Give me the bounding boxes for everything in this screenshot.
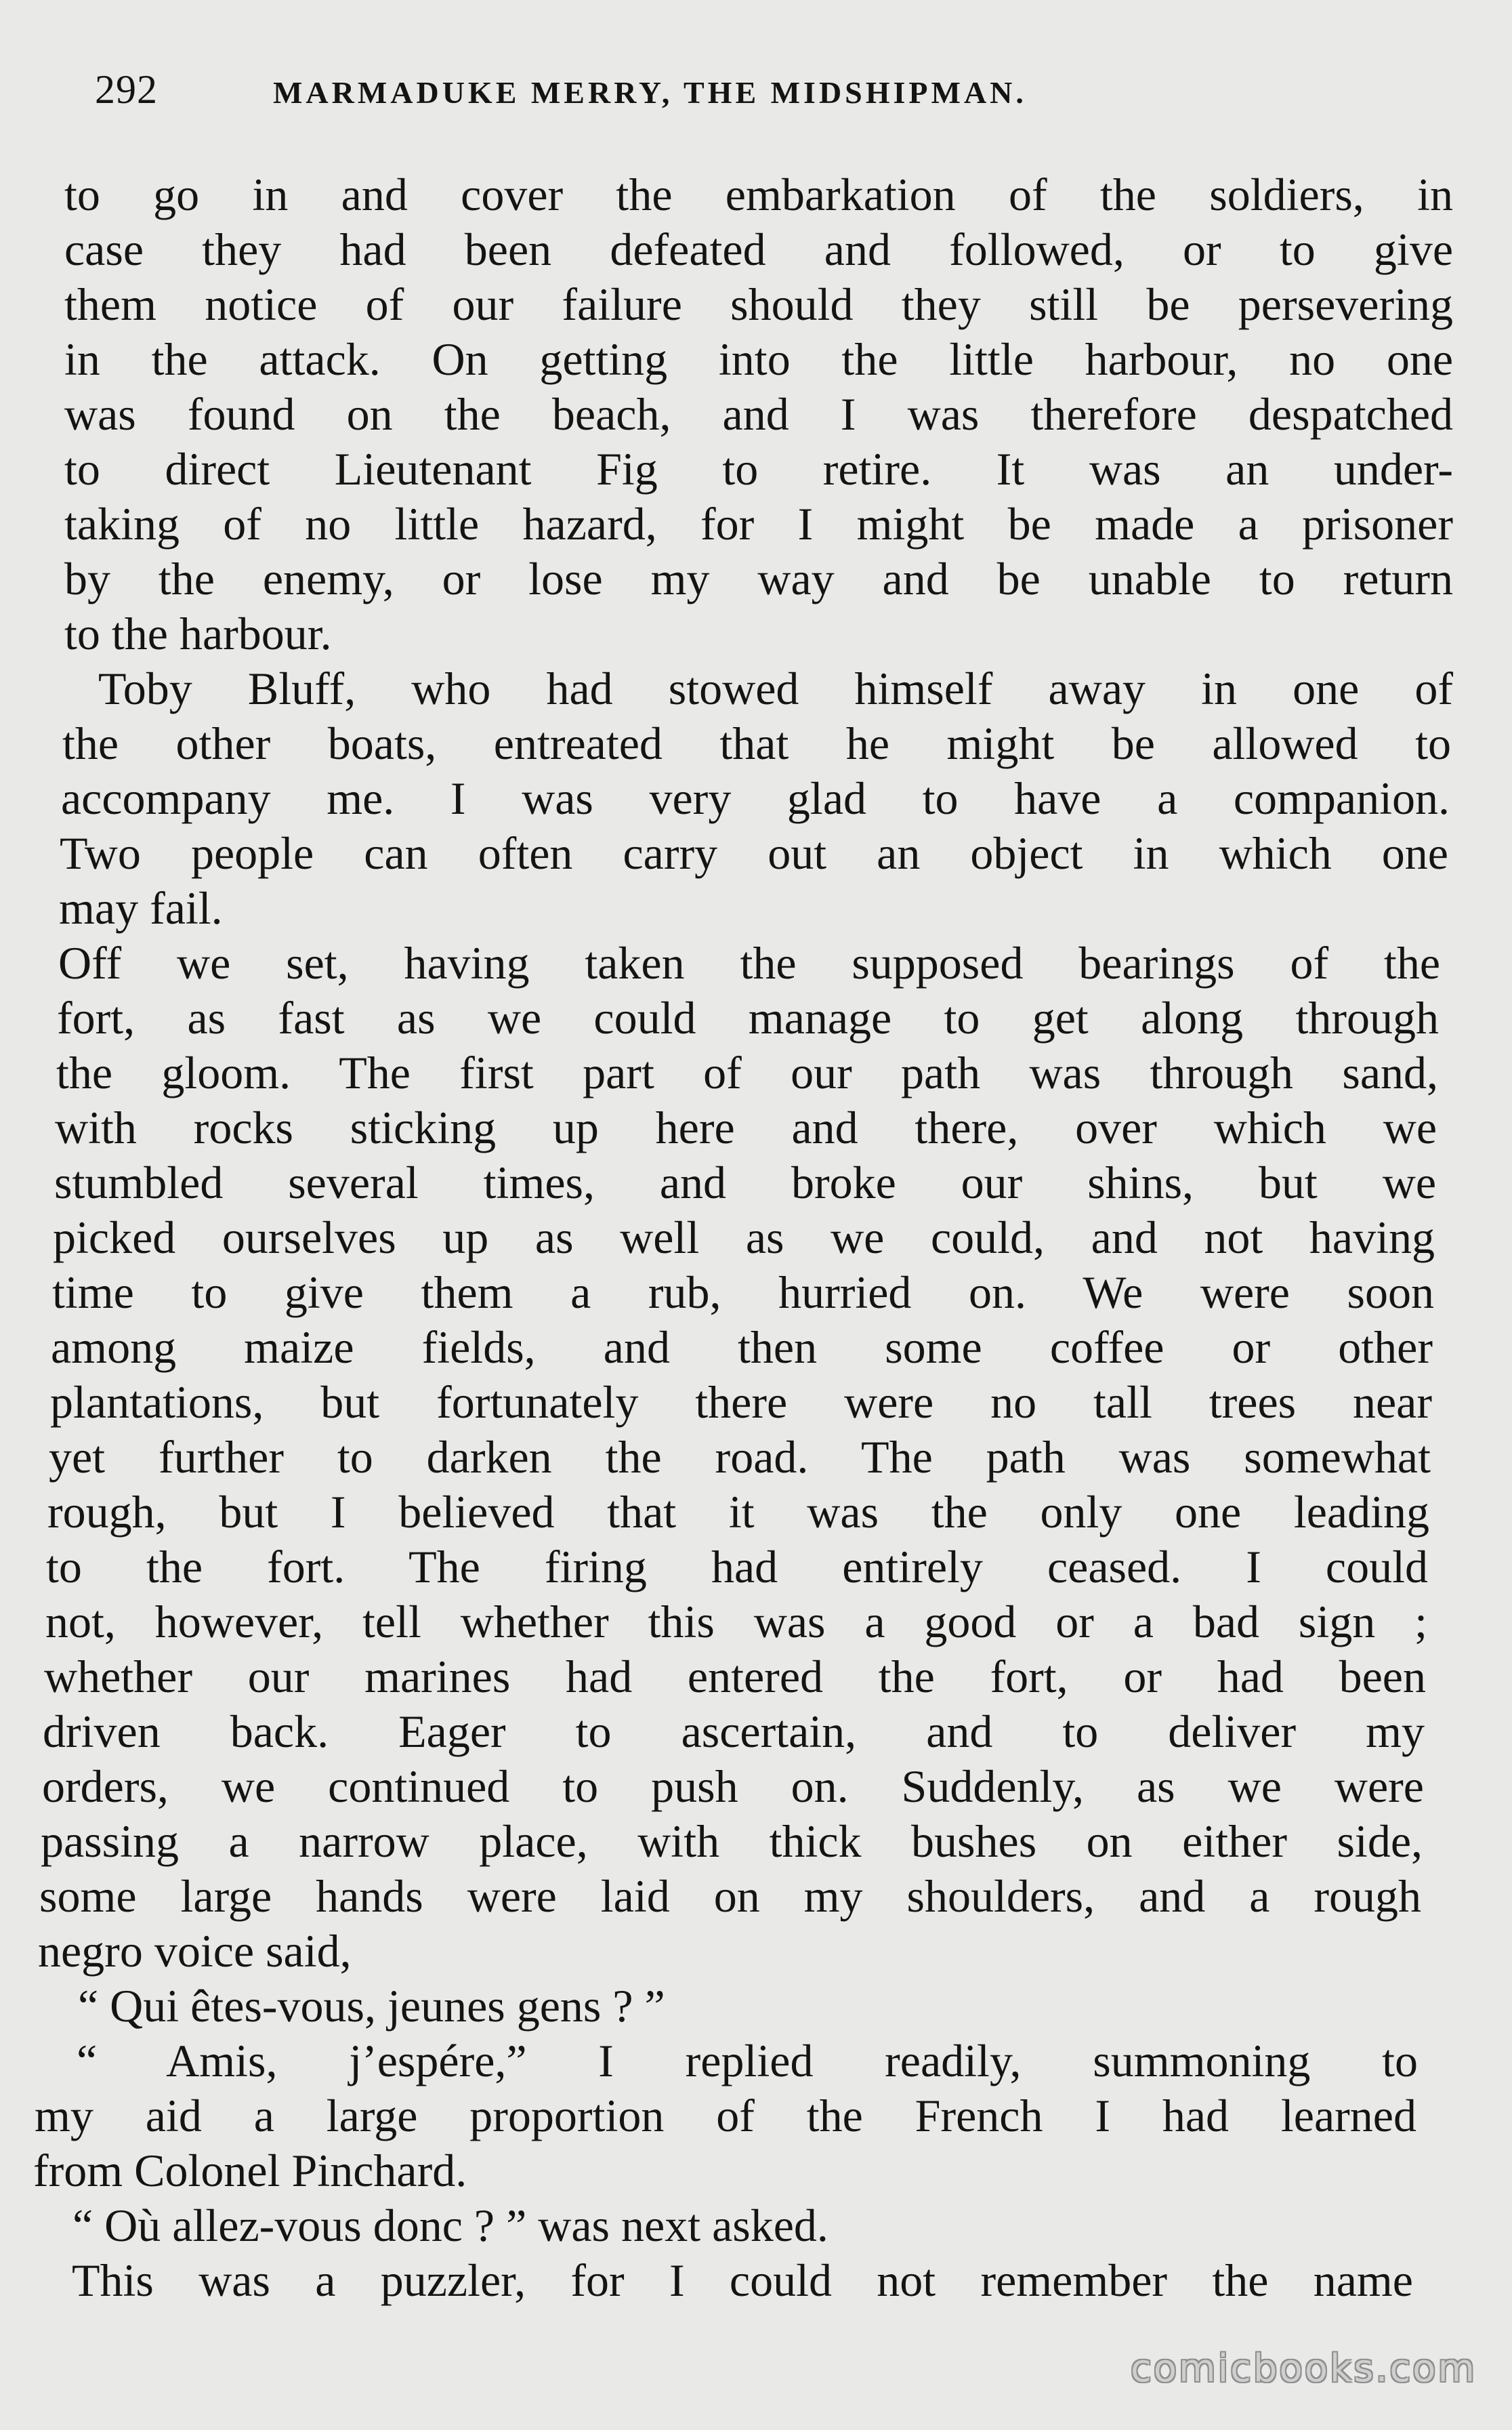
text-line: negro voice said, — [38, 1925, 352, 1977]
text-line: from Colonel Pinchard. — [33, 2145, 467, 2196]
text-line: case they had been defeated and followed, or to give — [64, 224, 1453, 275]
text-line: yet further to darken the road. The path was somewhat — [49, 1431, 1431, 1483]
text-line: fort, as fast as we could manage to get along through — [57, 992, 1439, 1044]
watermark: comicbooks.com — [1130, 2347, 1477, 2391]
text-line: was found on the beach, and I was therefore despatched — [64, 388, 1453, 440]
text-line: my aid a large proportion of the French I had learned — [35, 2090, 1416, 2141]
text-line: “ Qui êtes-vous, jeunes gens ? ” — [78, 1980, 665, 2032]
text-line: Off we set, having taken the supposed bearings of the — [58, 937, 1440, 989]
text-line: Toby Bluff, who had stowed himself away in one of — [98, 663, 1453, 714]
text-line: in the attack. On getting into the little harbour, no one — [64, 333, 1453, 385]
text-line: plantations, but fortunately there were no tall trees near — [50, 1376, 1432, 1428]
text-line: may fail. — [59, 882, 223, 934]
text-line: not, however, tell whether this was a good or a bad sign ; — [45, 1596, 1427, 1647]
text-line: taking of no little hazard, for I might be made a prisoner — [64, 498, 1453, 550]
text-line: picked ourselves up as well as we could, and not having — [53, 1212, 1435, 1263]
page-number: 292 — [95, 67, 158, 112]
body-text — [33, 167, 1453, 2308]
text-line: “ Amis, j’espére,” I replied readily, summoning to — [77, 2035, 1418, 2086]
text-line: This was a puzzler, for I could not remember the name — [72, 2254, 1413, 2306]
text-line: to direct Lieutenant Fig to retire. It was an under- — [64, 443, 1453, 495]
text-line: to go in and cover the embarkation of the soldiers, in — [64, 169, 1453, 220]
text-line: by the enemy, or lose my way and be unable to return — [64, 553, 1453, 604]
text-line: to the fort. The firing had entirely ceased. I could — [46, 1541, 1428, 1592]
text-line: the gloom. The first part of our path was through sand, — [56, 1047, 1438, 1098]
text-line: orders, we continued to push on. Suddenly, as we were — [42, 1760, 1424, 1812]
text-line: whether our marines had entered the fort, or had been — [44, 1651, 1426, 1702]
running-head — [95, 62, 1260, 117]
text-line: stumbled several times, and broke our shins, but we — [54, 1157, 1436, 1208]
text-line: some large hands were laid on my shoulders, and a rough — [39, 1870, 1421, 1922]
text-line: rough, but I believed that it was the only one leading — [47, 1486, 1429, 1538]
text-line: time to give them a rub, hurried on. We were soon — [52, 1267, 1434, 1318]
text-line: the other boats, entreated that he might be allowed to — [62, 718, 1451, 769]
text-line: Two people can often carry out an object in which one — [60, 827, 1448, 879]
text-line: passing a narrow place, with thick bushes on either side, — [41, 1815, 1423, 1867]
text-line: accompany me. I was very glad to have a companion. — [61, 773, 1450, 824]
text-line: to the harbour. — [64, 608, 332, 659]
running-title: MARMADUKE MERRY, THE MIDSHIPMAN. — [273, 75, 1027, 110]
text-line: among maize fields, and then some coffee or other — [51, 1321, 1433, 1373]
text-line: “ Où allez-vous donc ? ” was next asked. — [72, 2200, 828, 2251]
text-line: them notice of our failure should they still be persevering — [64, 279, 1453, 330]
text-line: driven back. Eager to ascertain, and to deliver my — [43, 1706, 1425, 1757]
text-line: with rocks sticking up here and there, over which we — [55, 1102, 1437, 1153]
